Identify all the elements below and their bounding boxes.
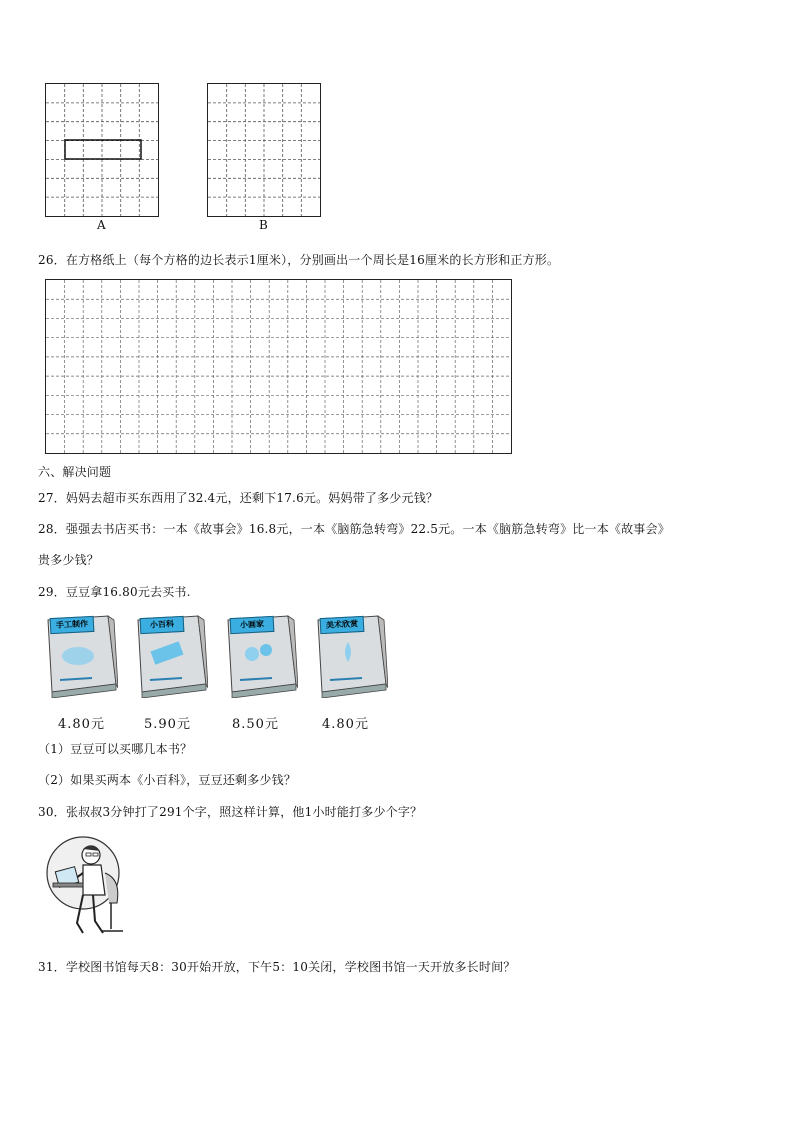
drawing-grid (45, 279, 512, 454)
grid-b-lines (208, 84, 320, 216)
question-29: 29．豆豆拿16.80元去买书. (38, 585, 191, 599)
book-art-appreciation (312, 612, 388, 698)
typist-illustration (43, 833, 133, 939)
book-title: 美术欣赏 (320, 616, 365, 634)
grid-a-rectangle (65, 140, 141, 159)
book-title: 小画家 (230, 616, 275, 634)
grid-a-label: A (97, 218, 106, 232)
grid-b-label: B (259, 218, 268, 232)
question-26: 26．在方格纸上（每个方格的边长表示1厘米），分别画出一个周长是16厘米的长方形和正方形。 (38, 253, 560, 267)
book-title: 小百科 (140, 616, 185, 634)
book-encyclopedia (132, 612, 208, 698)
book-price: 4.80元 (322, 717, 369, 732)
book-handcraft (42, 612, 118, 698)
question-29-sub-1: （1）豆豆可以买哪几本书？ (38, 742, 193, 756)
book-price: 8.50元 (232, 717, 279, 732)
book-price: 5.90元 (144, 717, 191, 732)
grid-a-lines (46, 84, 158, 216)
question-31: 31．学校图书馆每天8：30开始开放，下午5：10关闭，学校图书馆一天开放多长时间？ (38, 960, 516, 974)
grid-a (45, 83, 159, 217)
question-27: 27．妈妈去超市买东西用了32.4元，还剩下17.6元。妈妈带了多少元钱？ (38, 491, 439, 505)
question-28-line-2: 贵多少钱？ (38, 553, 100, 567)
book-little-painter (222, 612, 298, 698)
book-price: 4.80元 (58, 717, 105, 732)
section-6-title: 六、解决问题 (38, 465, 112, 479)
question-30: 30．张叔叔3分钟打了291个字，照这样计算，他1小时能打多少个字？ (38, 805, 423, 819)
book-title: 手工制作 (50, 616, 95, 634)
drawing-grid-lines (46, 280, 511, 453)
question-29-sub-2: （2）如果买两本《小百科》，豆豆还剩多少钱？ (38, 773, 297, 787)
grid-b (207, 83, 321, 217)
question-28-line-1: 28．强强去书店买书：一本《故事会》16.8元，一本《脑筋急转弯》22.5元。一本《脑筋急转弯》比一本《故事会》 (38, 522, 670, 536)
person-typing-icon (43, 833, 133, 939)
